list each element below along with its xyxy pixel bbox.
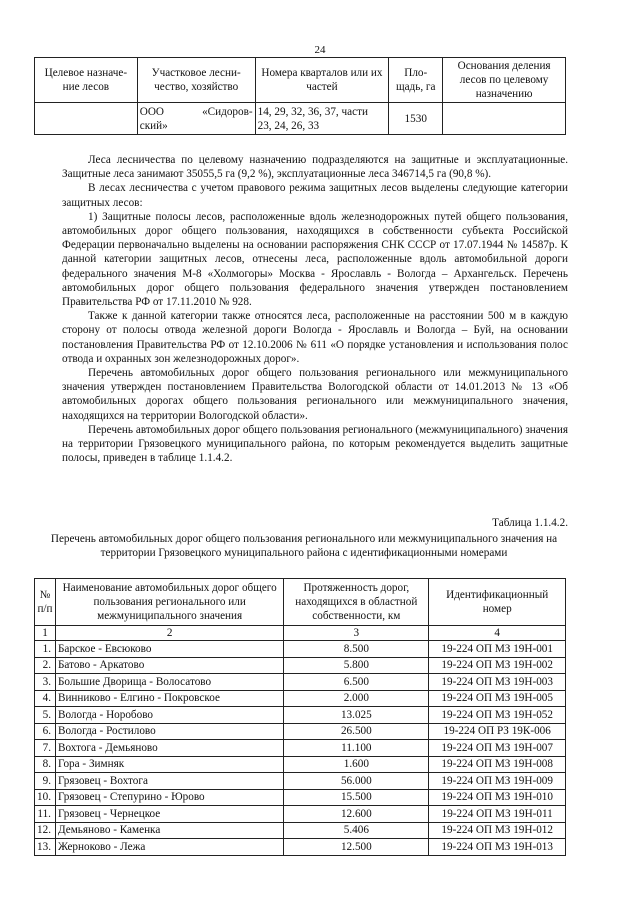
road-name: Вологда - Ростилово <box>55 723 283 740</box>
forestry-name-end: ский» <box>139 119 168 132</box>
quarters-line-2: 23, 24, 26, 33 <box>257 119 320 132</box>
header-cell: Наименование автомобильных дорог общего пользования регионального или межмуниципального значения <box>55 579 283 626</box>
road-id: 19-224 ОП МЗ 19Н-010 <box>429 789 566 806</box>
page-number: 24 <box>314 44 326 56</box>
table-row <box>35 822 566 839</box>
header-cell: Пло-щадь, га <box>389 58 443 103</box>
road-length: 5.800 <box>284 657 429 674</box>
road-name: Жерноково - Лежа <box>55 839 283 856</box>
area-cell: 1530 <box>389 103 443 135</box>
forestry-cell <box>137 103 255 135</box>
row-number: 9. <box>35 773 56 790</box>
road-name: Грязовец - Вохтога <box>55 773 283 790</box>
forestry-name: «Сидоров- <box>202 105 253 118</box>
row-number: 3. <box>35 674 56 691</box>
table-row <box>35 674 566 691</box>
purpose-cell <box>35 103 138 135</box>
table-row <box>35 641 566 658</box>
paragraph: Также к данной категории также относятся леса, расположенные на расстоянии 500 м в каждую сторону от полосы отвода железной дороги Вологда - Ярославль и Вологда – Буй, на основании постановления Правительства РФ от 12.10.2006 № 611 «О порядке установления и использования полос отвода и охранных зон железнодорожных дорог». <box>62 310 568 365</box>
quarters-cell <box>255 103 389 135</box>
table-label: Таблица 1.1.4.2. <box>492 517 568 529</box>
road-length: 12.500 <box>284 839 429 856</box>
road-length: 12.600 <box>284 806 429 823</box>
row-number: 10. <box>35 789 56 806</box>
road-length: 56.000 <box>284 773 429 790</box>
row-number: 6. <box>35 723 56 740</box>
road-length: 15.500 <box>284 789 429 806</box>
road-name: Большие Дворища - Волосатово <box>55 674 283 691</box>
row-number: 2. <box>35 657 56 674</box>
road-name: Гора - Зимняк <box>55 756 283 773</box>
column-number: 2 <box>55 626 283 641</box>
column-number: 3 <box>284 626 429 641</box>
paragraph: Леса лесничества по целевому назначению подразделяются на защитные и эксплуатационные. Защитные леса занимают 35055,5 га (9,2 %), эксплуатационные леса 346714,5 га (90,8 %). <box>62 154 568 181</box>
quarters-line-1: 14, 29, 32, 36, 37, части <box>257 105 368 118</box>
forest-purpose-table <box>34 57 566 135</box>
table-row <box>35 806 566 823</box>
table-row <box>35 789 566 806</box>
road-name: Винниково - Елгино - Покровское <box>55 690 283 707</box>
row-number: 5. <box>35 707 56 724</box>
table-row <box>35 103 566 135</box>
header-cell: № п/п <box>35 579 56 626</box>
road-length: 11.100 <box>284 740 429 757</box>
road-name: Вологда - Норобово <box>55 707 283 724</box>
basis-cell <box>443 103 566 135</box>
row-number: 1. <box>35 641 56 658</box>
road-id: 19-224 ОП МЗ 19Н-012 <box>429 822 566 839</box>
road-id: 19-224 ОП МЗ 19Н-005 <box>429 690 566 707</box>
row-number: 7. <box>35 740 56 757</box>
road-id: 19-224 ОП МЗ 19Н-013 <box>429 839 566 856</box>
paragraph: В лесах лесничества с учетом правового режима защитных лесов выделены следующие категории защитных лесов: <box>62 182 568 209</box>
header-cell: Участковое лесни-чество, хозяйство <box>137 58 255 103</box>
row-number: 13. <box>35 839 56 856</box>
table-row <box>35 657 566 674</box>
road-id: 19-224 ОП МЗ 19Н-052 <box>429 707 566 724</box>
road-name: Грязовец - Чернецкое <box>55 806 283 823</box>
road-name: Барское - Евсюково <box>55 641 283 658</box>
road-name: Грязовец - Степурино - Юрово <box>55 789 283 806</box>
table-row <box>35 707 566 724</box>
table-row <box>35 690 566 707</box>
column-number-row <box>35 626 566 641</box>
road-name: Батово - Аркатово <box>55 657 283 674</box>
table-row <box>35 723 566 740</box>
road-name: Демьяново - Каменка <box>55 822 283 839</box>
road-id: 19-224 ОП МЗ 19Н-001 <box>429 641 566 658</box>
road-length: 2.000 <box>284 690 429 707</box>
road-length: 1.600 <box>284 756 429 773</box>
header-cell: Номера кварталов или их частей <box>255 58 389 103</box>
header-cell: Идентификационный номер <box>429 579 566 626</box>
table-caption: Перечень автомобильных дорог общего пользования регионального или межмуниципального значения на территории Грязовецкого муниципального района с идентификационными номерами <box>50 533 558 559</box>
road-id: 19-224 ОП РЗ 19К-006 <box>429 723 566 740</box>
road-length: 26.500 <box>284 723 429 740</box>
road-id: 19-224 ОП МЗ 19Н-008 <box>429 756 566 773</box>
header-cell: Протяженность дорог, находящихся в областной собственности, км <box>284 579 429 626</box>
header-cell: Основания деления лесов по целевому назначению <box>443 58 566 103</box>
forestry-org: ООО <box>139 105 165 118</box>
road-id: 19-224 ОП МЗ 19Н-002 <box>429 657 566 674</box>
row-number: 11. <box>35 806 56 823</box>
road-length: 5.406 <box>284 822 429 839</box>
road-id: 19-224 ОП МЗ 19Н-003 <box>429 674 566 691</box>
column-number: 1 <box>35 626 56 641</box>
table-row <box>35 756 566 773</box>
table-header-row <box>35 58 566 103</box>
paragraph: Перечень автомобильных дорог общего пользования регионального (межмуниципального) значения на территории Грязовецкого муниципального района, по которым рекомендуется выделить защитные полосы, приведен в таблице 1.1.4.2. <box>62 423 568 465</box>
header-cell: Целевое назначе-ние лесов <box>35 58 138 103</box>
table-header-row <box>35 579 566 626</box>
table-row <box>35 740 566 757</box>
paragraph: 1) Защитные полосы лесов, расположенные вдоль железнодорожных путей общего пользования, автомобильных дорог общего пользования, находящихся в собственности субъекта Российской Федерации первоначально выделены на основании распоряжения СНК СССР от 17.07.1944 № 14587р. К данной категории защитных лесов, отнесены леса, расположенные вдоль автомобильной дороги федерального значения М-8 «Холмогоры» Москва - Ярославль - Вологда – Архангельск. Перечень автомобильных дорог общего пользования федерального значения утвержден постановлением Правительства РФ от 17.11.2010 № 928. <box>62 210 568 309</box>
row-number: 12. <box>35 822 56 839</box>
road-id: 19-224 ОП МЗ 19Н-011 <box>429 806 566 823</box>
row-number: 4. <box>35 690 56 707</box>
road-length: 6.500 <box>284 674 429 691</box>
road-length: 13.025 <box>284 707 429 724</box>
road-id: 19-224 ОП МЗ 19Н-007 <box>429 740 566 757</box>
roads-table <box>34 578 566 856</box>
table-row <box>35 773 566 790</box>
road-name: Вохтога - Демьяново <box>55 740 283 757</box>
row-number: 8. <box>35 756 56 773</box>
body-text <box>62 153 568 465</box>
paragraph: Перечень автомобильных дорог общего пользования регионального или межмуниципального значения утвержден постановлением Правительства Вологодской области от 14.01.2013 № 13 «Об автомобильных дорогах общего пользования регионального или межмуниципального значения, находящихся на территории Вологодской области». <box>62 367 568 422</box>
column-number: 4 <box>429 626 566 641</box>
road-length: 8.500 <box>284 641 429 658</box>
road-id: 19-224 ОП МЗ 19Н-009 <box>429 773 566 790</box>
table-row <box>35 839 566 856</box>
